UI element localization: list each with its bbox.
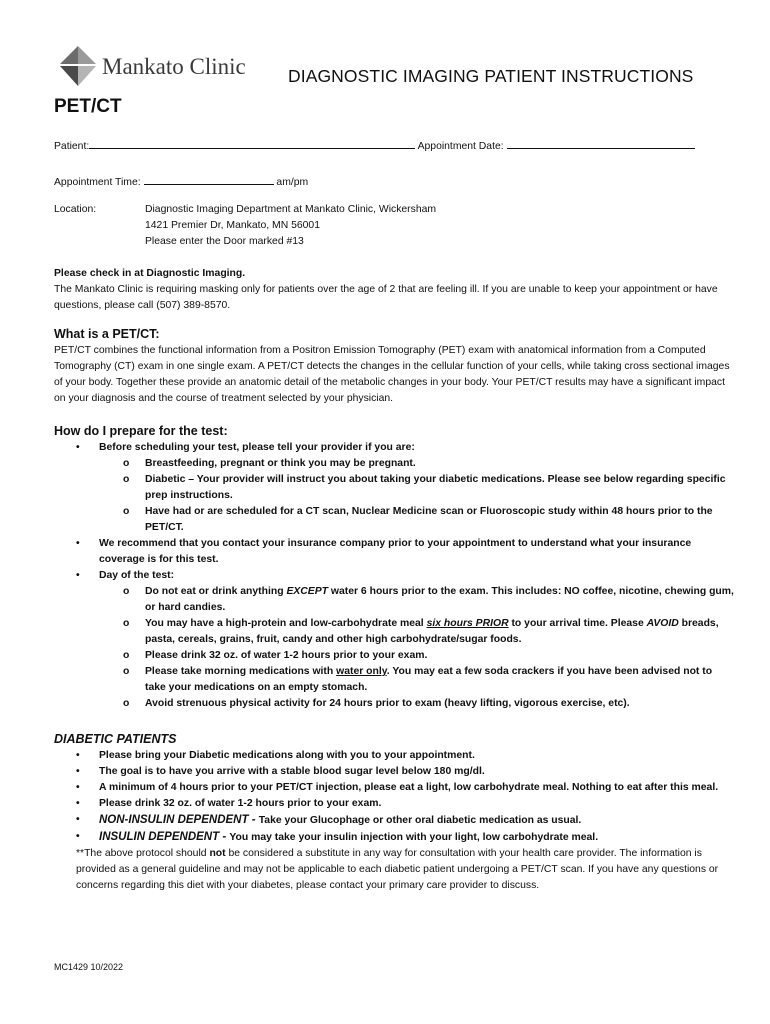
colon: : [170, 570, 175, 581]
text: be considered a substitute in any way for consultation with your health care provider. The information is provided as a general guideline and may not be applicable to each diabetic patient undergoing a PET/CT scan. If you have any questions or concerns regarding this diet with your diabetes, please contact your primary care provider to discuss. [76, 848, 719, 891]
location-line: Diagnostic Imaging Department at Mankato Clinic, Wickersham [145, 204, 437, 215]
emphasis: not [209, 848, 226, 859]
text: water 6 hours prior to the exam. This includes: NO coffee, nicotine, chewing gum, or hard candies. [145, 586, 734, 613]
list-item [54, 829, 734, 846]
list-item [54, 440, 734, 536]
document-title: DIAGNOSTIC IMAGING PATIENT INSTRUCTIONS [288, 66, 694, 86]
procedure-title: PET/CT [54, 96, 122, 117]
what-is-heading: What is a PET/CT: [54, 327, 160, 341]
text: breads, pasta, cereals, grains, fruit, candy and other high carbohydrate/sugar foods. [145, 618, 719, 645]
logo-text: Mankato Clinic [102, 54, 246, 79]
prepare-heading: How do I prepare for the test: [54, 424, 228, 438]
emphasis: water only [336, 666, 387, 677]
list-item: o Please drink 32 oz. of water 1-2 hours prior to your exam. [99, 648, 734, 664]
ampm-label: am/pm [276, 177, 309, 188]
list-item [99, 616, 734, 648]
diabetic-list [54, 748, 734, 846]
patient-field[interactable] [89, 138, 415, 149]
list-item [54, 812, 734, 829]
logo-mark-icon [58, 44, 98, 88]
text: Do not eat or drink anything [145, 586, 287, 597]
list-item: o Avoid strenuous physical activity for 24 hours prior to exam (heavy lifting, vigorous exercise, etc). [99, 696, 734, 712]
emphasis: INSULIN DEPENDENT - [99, 831, 230, 843]
location-door: Please enter the Door marked #13 [145, 236, 304, 247]
patient-row [54, 138, 695, 155]
emphasis: six hours PRIOR [426, 618, 509, 629]
text: You may take your insulin injection with your light, low carbohydrate meal. [229, 832, 599, 843]
list-item: • The goal is to have you arrive with a stable blood sugar level below 180 mg/dl. [54, 764, 734, 780]
appointment-time-label: Appointment Time: [54, 177, 141, 188]
list-item: o Have had or are scheduled for a CT scan, Nuclear Medicine scan or Fluoroscopic study within 48 hours prior to the PET/CT. [99, 504, 734, 536]
emphasis: NON-INSULIN DEPENDENT - [99, 814, 259, 826]
list-item: o Diabetic – Your provider will instruct you about taking your diabetic medications. Please see below regarding specific prep instructions. [99, 472, 734, 504]
location-label: Location: [54, 204, 97, 215]
appointment-date-field[interactable] [507, 138, 695, 149]
what-is-text: PET/CT combines the functional information from a Positron Emission Tomography (PET) exam with anatomical information from a Computed Tomography (CT) exam in one single exam. A PET/CT detects the changes in the cellular function of your cells, while taking cross sectional images of your body. Together these provide an anatomic detail of the metabolic changes in your body. Your PET/CT results may have a significant impact on your diagnosis and the course of treatment selected by your physician. [54, 345, 730, 404]
location-address: 1421 Premier Dr, Mankato, MN 56001 [145, 220, 320, 231]
prepare-section [54, 423, 734, 712]
text: Please take morning medications with [145, 666, 337, 677]
diabetic-heading: DIABETIC PATIENTS [54, 732, 177, 746]
list-item [99, 584, 734, 616]
list-item: • Please bring your Diabetic medications along with you to your appointment. [54, 748, 734, 764]
what-is-section [54, 326, 734, 407]
list-item [99, 664, 734, 696]
text: . You may eat a few soda crackers if you have been advised not to take your medications on an empty stomach. [145, 666, 713, 693]
appointment-time-row [54, 174, 308, 191]
emphasis: EXCEPT [286, 586, 329, 597]
diabetic-section [54, 731, 734, 894]
checkin-heading: Please check in at Diagnostic Imaging. [54, 268, 246, 279]
form-code: MC1429 10/2022 [54, 962, 124, 972]
prepare-item-text: Before scheduling your test, please tell your provider if you are: [99, 442, 415, 453]
list-item [54, 568, 734, 712]
mankato-clinic-logo [58, 44, 258, 88]
text: to your arrival time. Please [508, 618, 647, 629]
list-item: • Please drink 32 oz. of water 1-2 hours prior to your exam. [54, 796, 734, 812]
patient-label: Patient: [54, 141, 90, 152]
list-item: o Breastfeeding, pregnant or think you may be pregnant. [99, 456, 734, 472]
checkin-text: The Mankato Clinic is requiring masking only for patients over the age of 2 that are feeling ill. If you are unable to keep your appointment or have questions, please call (507) 389-8570. [54, 284, 718, 311]
sub-list [99, 456, 734, 536]
appointment-time-field[interactable] [144, 174, 274, 185]
checkin-section [54, 266, 734, 314]
appointment-date-label: Appointment Date: [417, 141, 504, 152]
emphasis: AVOID [646, 618, 679, 629]
text: Take your Glucophage or other oral diabetic medication as usual. [258, 815, 582, 826]
location-block [145, 202, 436, 250]
day-of-test-label: Day of the test [99, 570, 171, 581]
sub-list [99, 584, 734, 712]
text: **The above protocol should [76, 848, 210, 859]
text: You may have a high-protein and low-carbohydrate meal [145, 618, 427, 629]
prepare-list [54, 440, 734, 712]
list-item: • We recommend that you contact your insurance company prior to your appointment to understand what your insurance coverage is for this test. [54, 536, 734, 568]
disclaimer-note [54, 846, 734, 894]
list-item: • A minimum of 4 hours prior to your PET/CT injection, please eat a light, low carbohydrate meal. Nothing to eat after this meal. [54, 780, 734, 796]
